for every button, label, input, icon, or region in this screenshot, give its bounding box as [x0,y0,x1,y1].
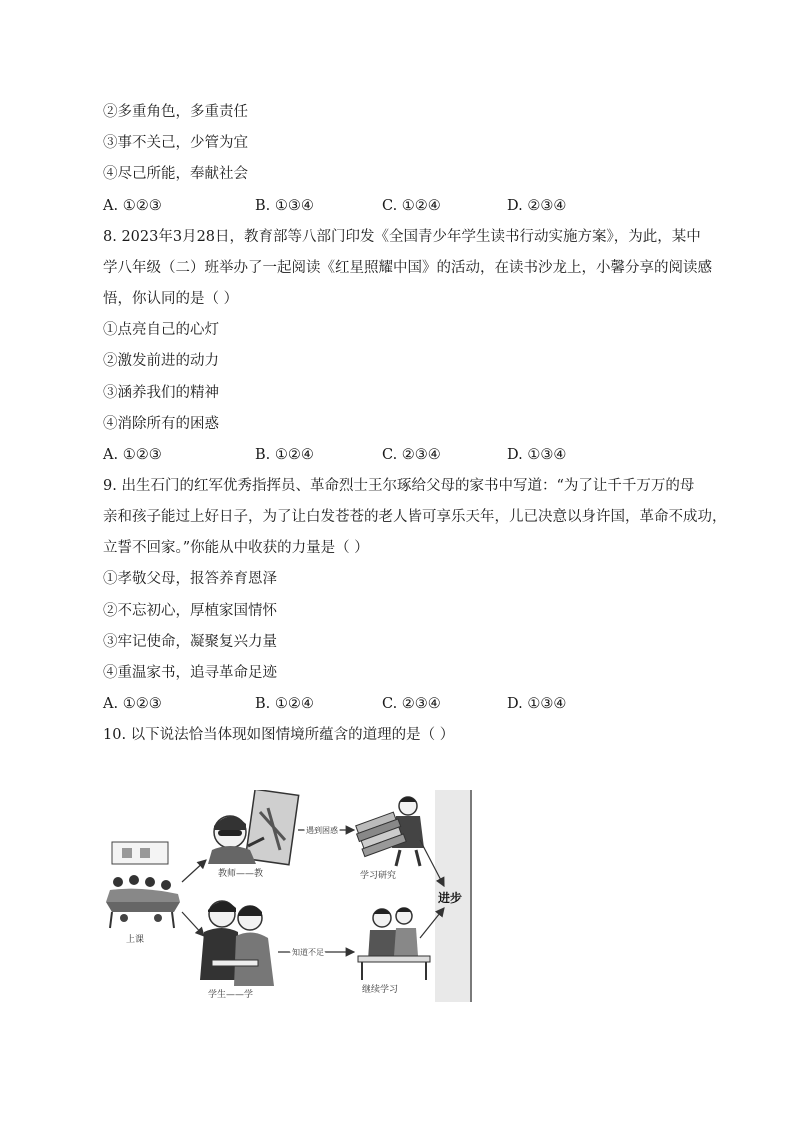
label-research: 学习研究 [360,871,397,881]
q7-choice-a[interactable]: A. ①②③ [103,198,162,214]
q9-stem-line-1: 9. 出生石门的红军优秀指挥员、革命烈士王尔琢给父母的家书中写道：“为了让千千万万的母 [103,478,695,494]
arrow-class-to-teacher [182,860,206,882]
q8-option-2: ②激发前进的动力 [103,353,219,369]
q8-option-3: ③涵养我们的精神 [103,385,219,401]
q7-option-4: ④尽己所能，奉献社会 [103,166,248,182]
label-difficulty: 遇到困惑 [306,826,338,835]
q9-option-1: ①孝敬父母，报答养育恩泽 [103,571,277,587]
q8-option-4: ④消除所有的困惑 [103,416,219,432]
q8-stem-line-1: 8. 2023年3月28日，教育部等八部门印发《全国青少年学生读书行动实施方案》，为此，某中 [103,229,701,245]
q9-option-2: ②不忘初心，厚植家国情怀 [103,603,277,619]
q9-stem-line-3: 立誓不回家。”你能从中收获的力量是（ ） [103,540,369,556]
q9-choice-d[interactable]: D. ①③④ [507,696,567,712]
q9-choice-a[interactable]: A. ①②③ [103,696,162,712]
q8-choice-d[interactable]: D. ①③④ [507,447,567,463]
students-illustration [200,901,274,986]
q8-choices [103,445,603,465]
q7-choices [103,196,603,216]
researcher-illustration [354,797,424,866]
q8-option-1: ①点亮自己的心灯 [103,322,219,338]
continue-learning-illustration [358,908,430,981]
label-progress: 进步 [438,891,463,905]
q7-choice-c[interactable]: C. ①②④ [382,198,441,214]
q9-choices [103,694,603,714]
label-teacher: 教师——教 [218,869,264,879]
label-insufficient: 知道不足 [292,948,324,957]
q7-choice-b[interactable]: B. ①③④ [255,198,314,214]
q7-choice-d[interactable]: D. ②③④ [507,198,567,214]
q9-option-4: ④重温家书，追寻革命足迹 [103,665,277,681]
learning-flow-figure [100,790,475,1002]
q8-stem-line-2: 学八年级（二）班举办了一起阅读《红星照耀中国》的活动，在读书沙龙上，小馨分享的阅读感 [103,260,712,276]
q9-stem-line-2: 亲和孩子能过上好日子，为了让白发苍苍的老人皆可享乐天年，儿已决意以身许国，革命不成功， [103,509,727,525]
arrow-class-to-student [182,912,204,936]
q8-choice-a[interactable]: A. ①②③ [103,447,162,463]
q9-option-3: ③牢记使命，凝聚复兴力量 [103,634,277,650]
label-student: 学生——学 [208,990,254,1000]
q10-stem: 10. 以下说法恰当体现如图情境所蕴含的道理的是（ ） [103,727,455,743]
q9-choice-c[interactable]: C. ②③④ [382,696,441,712]
q7-option-3: ③事不关己，少管为宜 [103,135,248,151]
q9-choice-b[interactable]: B. ①②④ [255,696,314,712]
label-class: 上课 [126,935,145,945]
q8-choice-c[interactable]: C. ②③④ [382,447,441,463]
teacher-illustration [208,790,299,865]
q8-choice-b[interactable]: B. ①②④ [255,447,314,463]
label-continue: 继续学习 [362,985,399,995]
q7-option-2: ②多重角色，多重责任 [103,104,248,120]
q8-stem-line-3: 悟，你认同的是（ ） [103,291,239,307]
classroom-illustration [106,842,180,928]
